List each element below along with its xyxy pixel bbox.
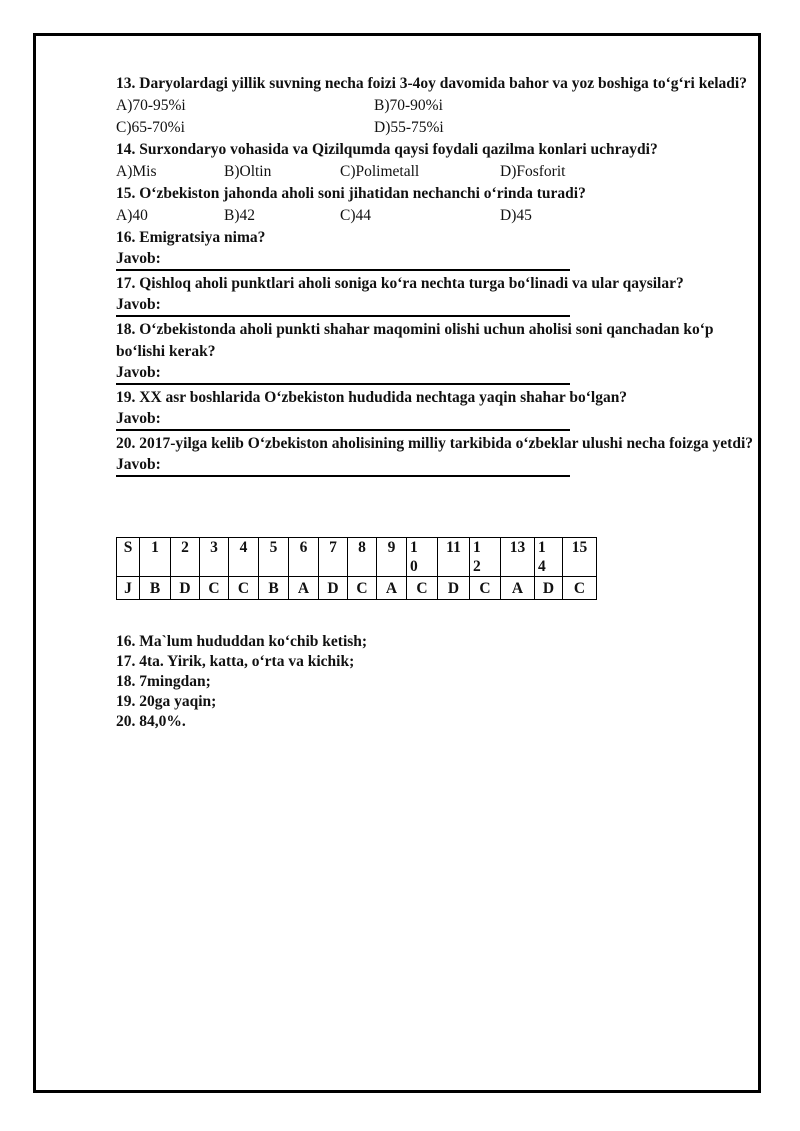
- questions-section: [116, 73, 756, 479]
- options-14: [116, 161, 756, 183]
- answer-key-20: 20. 84,0%.: [116, 713, 186, 730]
- question-17: 17. Qishloq aholi punktlari aholi soniga ko‘ra nechta turga bo‘linadi va ular qaysilar?: [116, 275, 684, 292]
- options-13-row2: [116, 117, 756, 139]
- answer-table-header: [117, 538, 597, 577]
- table-cell: 7: [319, 538, 348, 577]
- answer-key-16: 16. Ma`lum hududdan ko‘chib ketish;: [116, 633, 368, 650]
- table-cell: 2: [171, 538, 200, 577]
- table-cell: 9: [377, 538, 407, 577]
- option-d: D)Fosforit: [500, 163, 566, 180]
- table-cell: 4: [229, 538, 259, 577]
- options-15: [116, 205, 756, 227]
- answer-line-17: Javob:: [116, 295, 570, 317]
- table-cell: J: [117, 577, 140, 600]
- answer-keys: [116, 632, 367, 732]
- option-b: B)70-90%i: [374, 97, 443, 114]
- answer-line-18: Javob:: [116, 363, 570, 385]
- table-cell: 13: [501, 538, 535, 577]
- table-cell: 1: [140, 538, 171, 577]
- table-cell: 3: [200, 538, 229, 577]
- table-cell: B: [259, 577, 289, 600]
- table-cell: A: [289, 577, 319, 600]
- option-b: B)Oltin: [224, 163, 272, 180]
- options-13: [116, 95, 756, 117]
- answer-line-19: Javob:: [116, 409, 570, 431]
- question-16: 16. Emigratsiya nima?: [116, 229, 266, 246]
- table-cell: C: [563, 577, 597, 600]
- table-cell: S: [117, 538, 140, 577]
- answer-key-18: 18. 7mingdan;: [116, 673, 211, 690]
- table-cell: A: [501, 577, 535, 600]
- question-19: 19. XX asr boshlarida O‘zbekiston hududida nechtaga yaqin shahar bo‘lgan?: [116, 389, 628, 406]
- question-20: 20. 2017-yilga kelib O‘zbekiston aholisining milliy tarkibida o‘zbeklar ulushi necha foizga yetdi?: [116, 435, 754, 452]
- table-cell: D: [438, 577, 470, 600]
- table-cell: D: [535, 577, 563, 600]
- answer-key-19: 19. 20ga yaqin;: [116, 693, 217, 710]
- question-13: 13. Daryolardagi yillik suvning necha foizi 3-4oy davomida bahor va yoz boshiga to‘g‘ri keladi?: [116, 75, 747, 92]
- table-cell: 11: [438, 538, 470, 577]
- table-cell: 1 0: [407, 538, 438, 577]
- table-cell: C: [348, 577, 377, 600]
- question-14: 14. Surxondaryo vohasida va Qizilqumda qaysi foydali qazilma konlari uchraydi?: [116, 141, 658, 158]
- option-a: A)70-95%i: [116, 97, 186, 114]
- answer-key-17: 17. 4ta. Yirik, katta, o‘rta va kichik;: [116, 653, 355, 670]
- table-cell: 6: [289, 538, 319, 577]
- answer-line-16: Javob:: [116, 249, 570, 271]
- table-cell: 1 4: [535, 538, 563, 577]
- option-d: D)45: [500, 207, 532, 224]
- question-18: 18. O‘zbekistonda aholi punkti shahar maqomini olishi uchun aholisi soni qanchadan ko‘p bo‘lishi kerak?: [116, 321, 714, 360]
- option-c: C)44: [340, 207, 371, 224]
- table-cell: C: [200, 577, 229, 600]
- table-cell: D: [319, 577, 348, 600]
- table-cell: 1 2: [470, 538, 501, 577]
- table-cell: 8: [348, 538, 377, 577]
- option-a: A)40: [116, 207, 148, 224]
- option-b: B)42: [224, 207, 255, 224]
- answer-table: [116, 537, 597, 600]
- table-cell: C: [229, 577, 259, 600]
- table-cell: 15: [563, 538, 597, 577]
- option-a: A)Mis: [116, 163, 157, 180]
- option-c: C)65-70%i: [116, 119, 185, 136]
- table-cell: C: [407, 577, 438, 600]
- answer-table-row: [117, 577, 597, 600]
- table-cell: C: [470, 577, 501, 600]
- table-cell: A: [377, 577, 407, 600]
- option-c: C)Polimetall: [340, 163, 420, 180]
- question-15: 15. O‘zbekiston jahonda aholi soni jihatidan nechanchi o‘rinda turadi?: [116, 185, 586, 202]
- table-cell: D: [171, 577, 200, 600]
- table-cell: 5: [259, 538, 289, 577]
- answer-line-20: Javob:: [116, 455, 570, 477]
- option-d: D)55-75%i: [374, 119, 444, 136]
- table-cell: B: [140, 577, 171, 600]
